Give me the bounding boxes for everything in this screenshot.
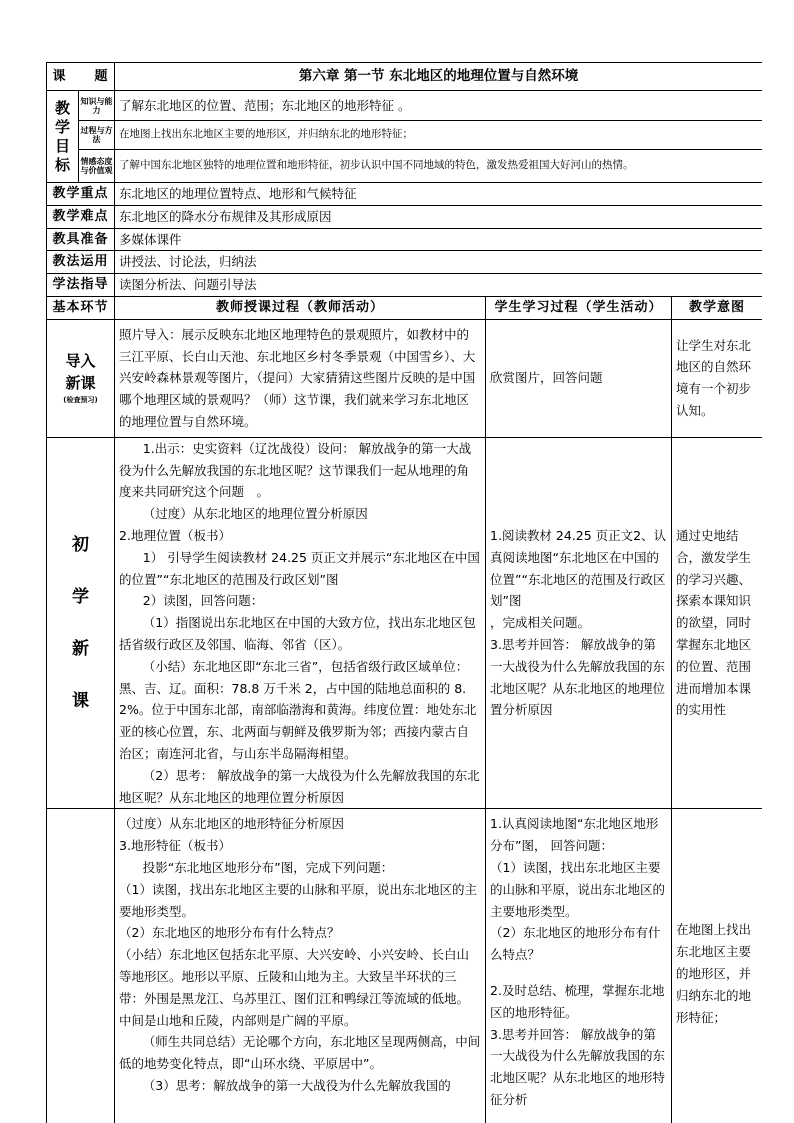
section-initial-learning	[47, 437, 763, 809]
lesson-title: 第六章 第一节 东北地区的地理位置与自然环境	[115, 63, 762, 91]
info-label: 教具准备	[47, 228, 115, 251]
column-header-teacher: 教师授课过程（教师活动）	[115, 296, 486, 319]
objective-row-attitude	[47, 150, 763, 183]
objective-row-knowledge	[47, 91, 763, 121]
objective-label-process: 过程与方法	[79, 121, 115, 150]
teaching-intent: 让学生对东北地区的自然环境有一个初步认知。	[672, 319, 762, 437]
section-introduction	[47, 319, 763, 437]
teacher-activity: （过度）从东北地区的地形特征分析原因 3.地形特征（板书） 投影“东北地区地形分布”图，完成下列问题： （1）读图，找出东北地区主要的山脉和平原，说出东北地区的主要地形类型。 （2）东北地区的地形分布有什么特点？ （小结）东北地区包括东北平原、大兴安岭、小兴安岭、长白山等地形区。地形以平原、丘陵和山地为主。大致呈半环状的三带：外围是黑龙江、乌苏里江、图们江和鸭绿江等流域的低地。中间是山地和丘陵，内部则是广阔的平原。 （师生共同总结）无论哪个方向，东北地区呈现两侧高，中间低的地势变化特点，即“山环水绕、平原居中”。 （3）思考：解放战争的第一大战役为什么先解放我国的	[115, 809, 486, 1123]
info-text: 多媒体课件	[115, 228, 762, 251]
info-label: 学法指导	[47, 274, 115, 297]
objective-text-process: 在地图上找出东北地区主要的地形区，并归纳东北的地形特征；	[115, 121, 762, 150]
teacher-activity: 1.出示：史实资料（辽沈战役）设问： 解放战争的第一大战役为什么先解放我国的东北地区呢？这节课我们一起从地理的角度来共同研究这个问题 。 （过度）从东北地区的地理位置分析原因 2.地理位置（板书） 1） 引导学生阅读教材 24.25 页正文并展示“东北地区在中国的位置”“东北地区的范围及行政区划”图 2）读图，回答问题： （1）指图说出东北地区在中国的大致方位，找出东北地区包括省级行政区及邻国、临海、邻省（区）。 （小结）东北地区即“东北三省”，包括省级行政区域单位：黑、吉、辽。面积：78.8 万千米 2，占中国的陆地总面积的 8.2%。位于中国东北部，南部临渤海和黄海。纬度位置：地处东北亚的核心位置，东、北两面与朝鲜及俄罗斯为邻；西接内蒙古自治区；南连河北省，与山东半岛隔海相望。 （2）思考： 解放战争的第一大战役为什么先解放我国的东北地区呢？从东北地区的地理位置分析原因	[115, 437, 486, 809]
student-activity: 1.阅读教材 24.25 页正文2、认真阅读地图“东北地区在中国的位置”“东北地区的范围及行政区划”图 ，完成相关问题。 3.思考并回答： 解放战争的第一大战役为什么先解放我国的东北地区呢？从东北地区的地理位置分析原因	[486, 437, 672, 809]
objective-label-knowledge: 知识与能力	[79, 91, 115, 121]
info-row-methods	[47, 251, 763, 274]
lesson-plan-table	[46, 62, 762, 1123]
topic-label: 课 题	[47, 63, 115, 91]
student-activity: 欣赏图片，回答问题	[486, 319, 672, 437]
objectives-label: 教 学 目 标	[47, 91, 79, 183]
info-row-learning-guide	[47, 274, 763, 297]
column-header-stage: 基本环节	[47, 296, 115, 319]
teaching-intent: 通过史地结合，激发学生的学习兴趣、探索本课知识的欲望，同时掌握东北地区的位置、范围进而增加本课的实用性	[672, 437, 762, 809]
info-row-key-points	[47, 183, 763, 206]
info-text: 读图分析法、问题引导法	[115, 274, 762, 297]
teacher-activity: 照片导入：展示反映东北地区地理特色的景观照片，如教材中的三江平原、长白山天池、东北地区乡村冬季景观（中国雪乡）、大兴安岭森林景观等图片，（提问）大家猜猜这些图片反映的是中国哪个地理区域的景观吗？（师）这节课，我们就来学习东北地区的地理位置与自然环境。	[115, 319, 486, 437]
lesson-plan-page	[46, 62, 762, 1123]
info-row-tools	[47, 228, 763, 251]
teaching-intent: 在地图上找出东北地区主要的地形区，并归纳东北的地形特征；	[672, 809, 762, 1123]
info-label: 教法运用	[47, 251, 115, 274]
title-row	[47, 63, 763, 91]
info-text: 东北地区的降水分布规律及其形成原因	[115, 205, 762, 228]
column-header-row	[47, 296, 763, 319]
objective-text-attitude: 了解中国东北地区独特的地理位置和地形特征，初步认识中国不同地域的特色，激发热爱祖国大好河山的热情。	[115, 150, 762, 183]
stage-introduction: 导入 新课 (检查预习)	[47, 319, 115, 437]
objective-row-process	[47, 121, 763, 150]
stage-initial-learning: 初 学 新 课	[47, 437, 115, 809]
info-text: 讲授法、讨论法，归纳法	[115, 251, 762, 274]
section-terrain	[47, 809, 763, 1123]
objective-label-attitude: 情感态度与价值观	[79, 150, 115, 183]
column-header-student: 学生学习过程（学生活动）	[486, 296, 672, 319]
stage-empty	[47, 809, 115, 1123]
info-row-difficulties	[47, 205, 763, 228]
column-header-intent: 教学意图	[672, 296, 762, 319]
objective-text-knowledge: 了解东北地区的位置、范围；东北地区的地形特征 。	[115, 91, 762, 121]
student-activity: 1.认真阅读地图“东北地区地形分布”图， 回答问题： （1）读图，找出东北地区主要的山脉和平原，说出东北地区的主要地形类型。 （2）东北地区的地形分布有什么特点？ 2.及时总结、梳理，掌握东北地区的地形特征。 3.思考并回答： 解放战争的第一大战役为什么先解放我国的东北地区呢？从东北地区的地形特征分析	[486, 809, 672, 1123]
info-label: 教学重点	[47, 183, 115, 206]
info-label: 教学难点	[47, 205, 115, 228]
info-text: 东北地区的地理位置特点、地形和气候特征	[115, 183, 762, 206]
